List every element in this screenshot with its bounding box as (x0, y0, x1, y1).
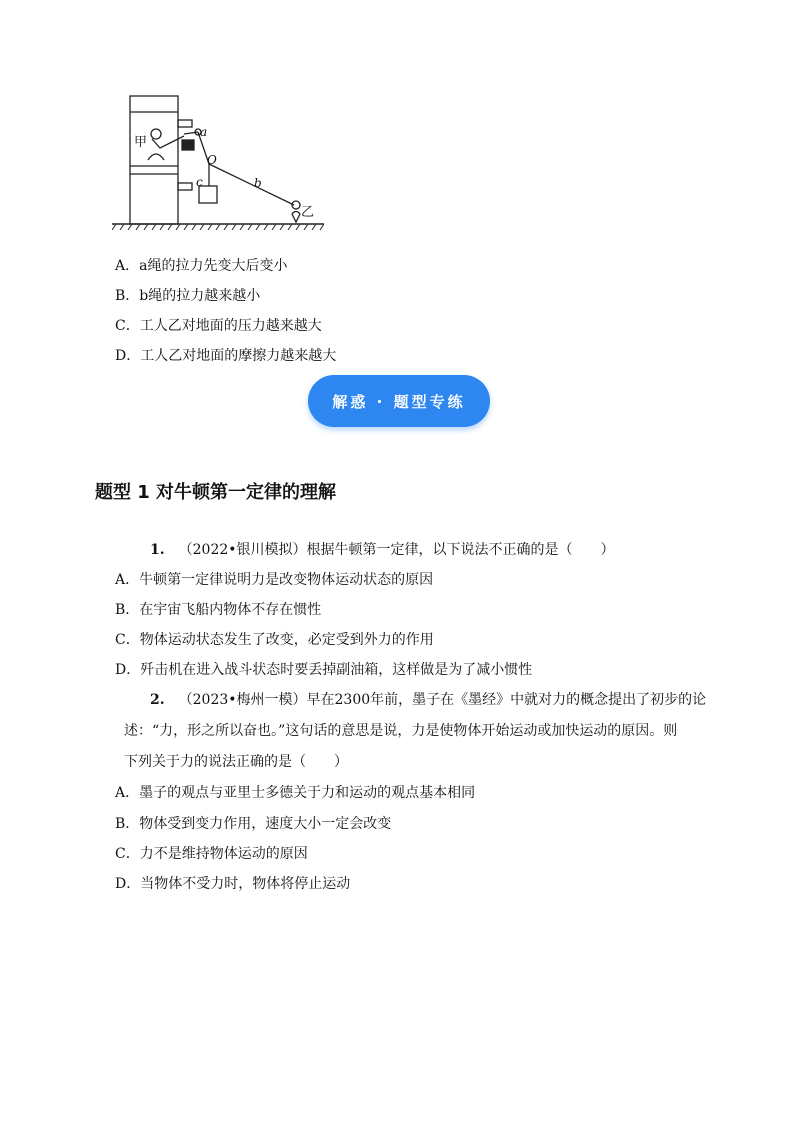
q2-option-b: B．物体受到变力作用，速度大小一定会改变 (115, 816, 392, 832)
question-1-number: 1. (150, 542, 165, 558)
label-a: a (200, 125, 208, 139)
question-2-stem-1: （2023•梅州一模）早在2300年前，墨子在《墨经》中就对力的概念提出了初步的论 (178, 692, 707, 708)
q2-option-d: D．当物体不受力时，物体将停止运动 (115, 876, 351, 892)
label-c: c (196, 175, 203, 189)
section-banner: 解惑 · 题型专练 (308, 375, 490, 427)
q2-option-c: C．力不是维持物体运动的原因 (115, 846, 308, 862)
question-1-stem: （2022•银川模拟）根据牛顿第一定律，以下说法不正确的是（ ） (178, 542, 615, 558)
q1-option-d: D．歼击机在进入战斗状态时要丢掉副油箱，这样做是为了减小惯性 (115, 662, 533, 678)
question-2-stem-line-2: 述：“力，形之所以奋也。”这句话的意思是说，力是使物体开始运动或加快运动的原因。则 (124, 723, 678, 739)
pulley-diagram-svg (112, 92, 324, 232)
q1-option-b: B．在宇宙飞船内物体不存在惯性 (115, 602, 322, 618)
prev-option-c: C．工人乙对地面的压力越来越大 (115, 318, 322, 334)
question-1-stem-line (150, 541, 615, 559)
label-jia: 甲 (134, 135, 148, 150)
prev-option-a: A．a绳的拉力先变大后变小 (115, 258, 288, 274)
question-2-stem-line-1 (150, 691, 706, 709)
section-title: 题型 1 对牛顿第一定律的理解 (95, 482, 337, 503)
worker-jia-head (151, 129, 161, 139)
q1-option-c: C．物体运动状态发生了改变，必定受到外力的作用 (115, 632, 434, 648)
label-yi: 乙 (301, 205, 315, 220)
q1-option-a: A．牛顿第一定律说明力是改变物体运动状态的原因 (115, 572, 434, 588)
building-frame (130, 96, 178, 224)
label-b: b (254, 176, 262, 190)
label-o: O (207, 153, 217, 167)
prev-option-b: B．b绳的拉力越来越小 (115, 288, 261, 304)
question-2-stem-line-3: 下列关于力的说法正确的是（ ） (124, 754, 348, 770)
prev-option-d: D．工人乙对地面的摩擦力越来越大 (115, 348, 337, 364)
rope-b (209, 164, 294, 205)
physics-diagram (112, 92, 324, 232)
q2-option-a: A．墨子的观点与亚里士多德关于力和运动的观点基本相同 (115, 785, 476, 801)
question-2-number: 2. (150, 692, 165, 708)
